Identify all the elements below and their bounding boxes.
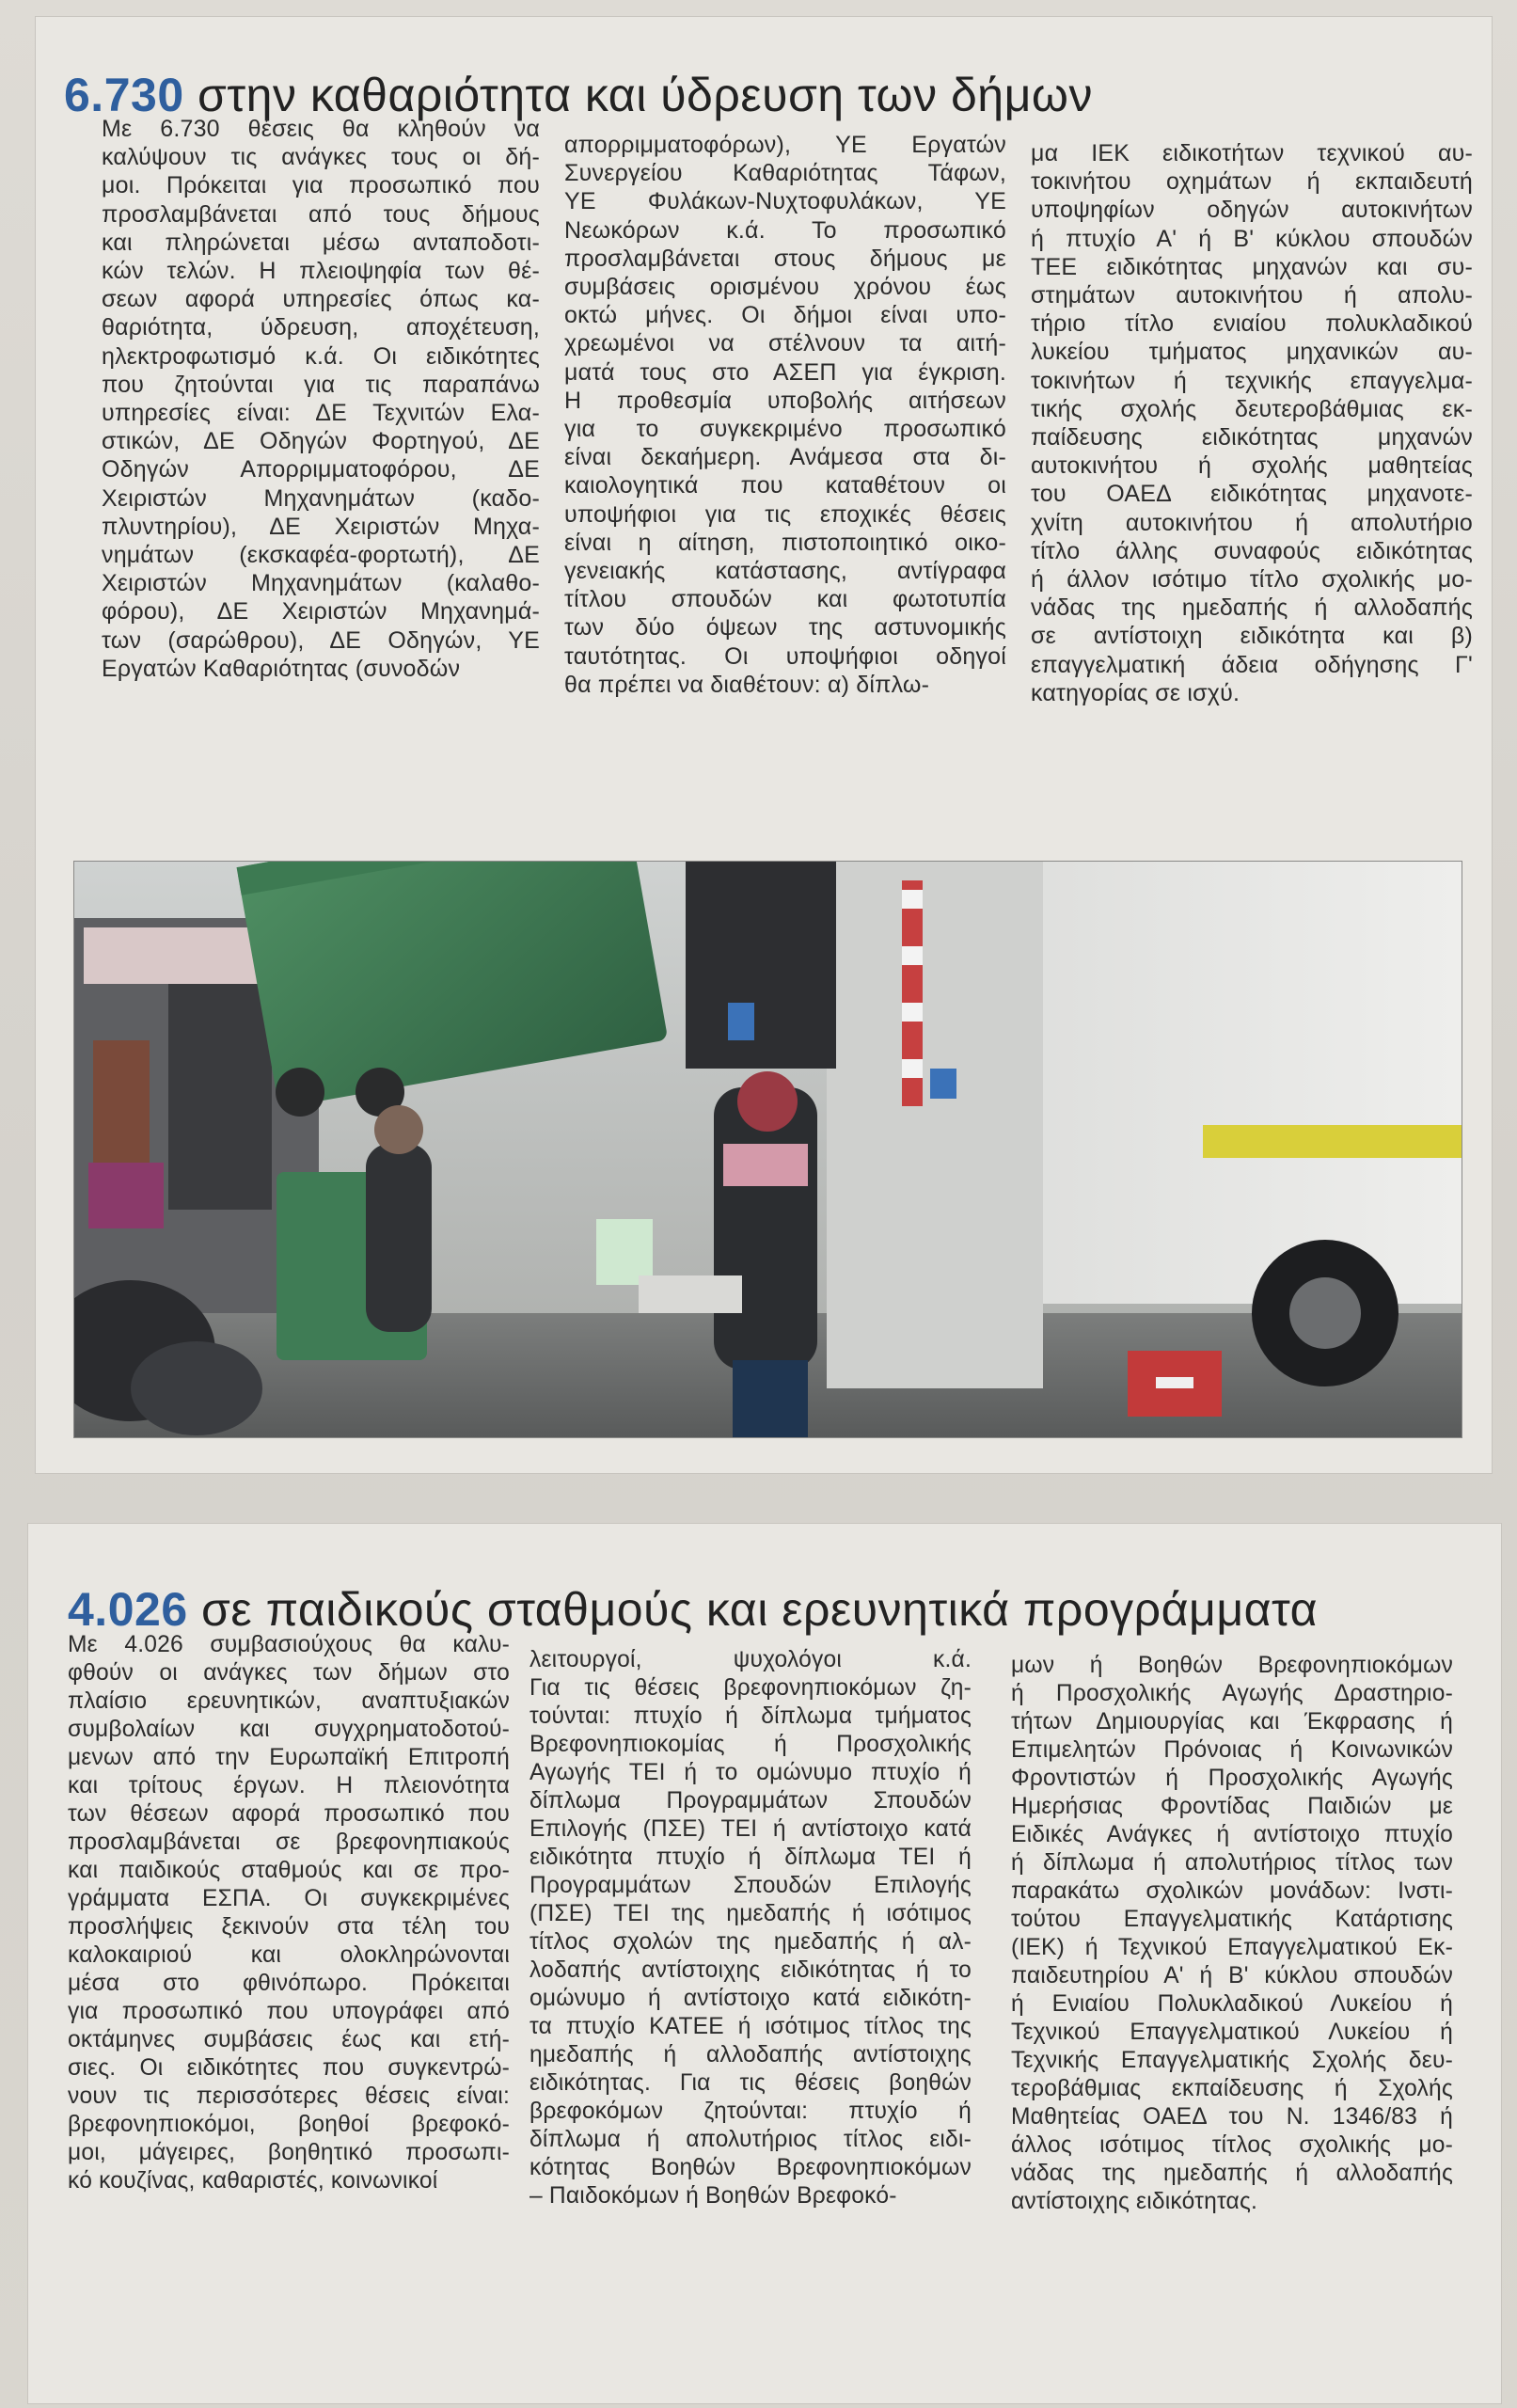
text-line: άλλος ισότιμος τίτλος σχολικής μο-: [1011, 2132, 1453, 2158]
text-line: υποψήφιοι για τις εποχικές θέσεις: [564, 500, 1006, 528]
article-nurseries-headline: [68, 1582, 1318, 1637]
text-line: τα πτυχίο ΚΑΤΕΕ ή ισότιμος τίτλος της: [529, 2014, 972, 2039]
headline-number: 4.026: [68, 1582, 188, 1636]
text-line: Για τις θέσεις βρεφονηπιοκόμων ζη-: [529, 1675, 972, 1701]
text-line: Ημερήσιας Φροντίδας Παιδιών με: [1011, 1794, 1453, 1819]
text-line: τικής σχολής δευτεροβάθμιας εκ-: [1031, 395, 1473, 422]
text-line: ταυτότητας. Οι υποψήφιοι οδηγοί: [564, 642, 1006, 670]
text-line: βρεφονηπιοκόμοι, βοηθοί βρεφοκό-: [68, 2112, 510, 2137]
text-line: καιολογητικά που καταθέτουν οι: [564, 472, 1006, 499]
text-line: δίπλωμα ή απολυτήριος τίτλος ειδι-: [529, 2127, 972, 2152]
text-line: τίτλου σπουδών και φωτοτυπία: [564, 586, 1006, 613]
text-line: Επιλογής (ΠΣΕ) ΤΕΙ ή αντίστοιχο κατά: [529, 1816, 972, 1842]
text-line: υποψηφίων οδηγών αυτοκινήτων: [1031, 197, 1473, 224]
text-line: κότητας Βοηθών Βρεφονηπιοκόμων: [529, 2155, 972, 2180]
text-line: λειτουργοί, ψυχολόγοι κ.ά.: [529, 1647, 972, 1672]
text-line: και παιδικούς σταθμούς και σε προ-: [68, 1858, 510, 1883]
article-nurseries-column-3: [1011, 1652, 1453, 2216]
text-line: ημεδαπής ή αλλοδαπής αντίστοιχης: [529, 2042, 972, 2067]
text-line: των (σαρώθρου), ΔΕ Οδηγών, ΥΕ: [102, 626, 540, 654]
text-line: ή δίπλωμα ή απολυτήριος τίτλος των: [1011, 1850, 1453, 1876]
text-line: γράμματα ΕΣΠΑ. Οι συγκεκριμένες: [68, 1886, 510, 1911]
text-line: προσλήψεις ξεκινούν στα τέλη του: [68, 1914, 510, 1940]
text-line: στικών, ΔΕ Οδηγών Φορτηγού, ΔΕ: [102, 428, 540, 455]
headline-number: 6.730: [64, 68, 184, 121]
text-line: βρεφοκόμων ζητούνται: πτυχίο ή: [529, 2099, 972, 2124]
text-line: Τεχνικής Επαγγελματικής Σχολής δευ-: [1011, 2048, 1453, 2073]
text-line: φθούν οι ανάγκες των δήμων στο: [68, 1660, 510, 1686]
article-nurseries-column-1: [68, 1631, 510, 2195]
text-line: καλοκαιριού και ολοκληρώνονται: [68, 1942, 510, 1968]
text-line: τήριο τίτλο ενιαίου πολυκλαδικού: [1031, 310, 1473, 338]
text-line: μων ή Βοηθών Βρεφονηπιοκόμων: [1011, 1653, 1453, 1678]
text-line: προσλαμβάνεται από τους δήμους: [102, 200, 540, 228]
text-line: Χειριστών Μηχανημάτων (καδο-: [102, 484, 540, 512]
text-line: Τεχνικού Επαγγελματικού Λυκείου ή: [1011, 2020, 1453, 2045]
text-line: Επιμελητών Πρόνοιας ή Κοινωνικών: [1011, 1737, 1453, 1763]
text-line: σεων αφορά υπηρεσίες όπως κα-: [102, 286, 540, 313]
text-line: φόρου), ΔΕ Χειριστών Μηχανημά-: [102, 598, 540, 626]
text-line: Νεωκόρων κ.ά. Το προσωπικό: [564, 216, 1006, 244]
text-line: του ΟΑΕΔ ειδικότητας μηχανοτε-: [1031, 481, 1473, 508]
text-line: συμβολαίων και συγχρηματοδοτού-: [68, 1717, 510, 1742]
headline-text: στην καθαριότητα και ύδρευση των δήμων: [198, 68, 1093, 121]
text-line: θαριότητα, ύδρευση, αποχέτευση,: [102, 314, 540, 341]
text-line: τοκινήτου οχημάτων ή εκπαιδευτή: [1031, 168, 1473, 196]
bleed-through-left: [0, 75, 34, 1486]
garbage-truck-photo: [73, 861, 1462, 1438]
text-line: Αγωγής ΤΕΙ ή το ομώνυμο πτυχίο ή: [529, 1760, 972, 1785]
text-line: Μαθητείας ΟΑΕΔ του Ν. 1346/83 ή: [1011, 2104, 1453, 2130]
text-line: και πληρώνεται μέσω ανταποδοτι-: [102, 229, 540, 256]
text-line: Προγραμμάτων Σπουδών Επιλογής: [529, 1873, 972, 1898]
text-line: παιδευτηρίου Α' ή Β' κύκλου σπουδών: [1011, 1963, 1453, 1988]
text-line: (ΠΣΕ) ΤΕΙ της ημεδαπής ή ισότιμος: [529, 1901, 972, 1926]
text-line: ηλεκτροφωτισμό κ.ά. Οι ειδικότητες: [102, 342, 540, 370]
text-line: τούτου Επαγγελματικής Κατάρτισης: [1011, 1907, 1453, 1932]
text-line: σε αντίστοιχη ειδικότητα και β): [1031, 623, 1473, 650]
text-line: Η προθεσμία υποβολής αιτήσεων: [564, 387, 1006, 414]
text-line: ή πτυχίο Α' ή Β' κύκλου σπουδών: [1031, 225, 1473, 252]
text-line: ομώνυμο ή αντίστοιχο κατά ειδικότη-: [529, 1986, 972, 2011]
article-sanitation-column-3: [1031, 139, 1473, 707]
text-line: πλαίσιο ερευνητικών, αναπτυξιακών: [68, 1688, 510, 1714]
text-line: χρεωμένοι να στέλνουν τα αιτή-: [564, 330, 1006, 357]
text-line: Με 6.730 θέσεις θα κληθούν να: [102, 116, 540, 142]
text-line: απορριμματοφόρων), ΥΕ Εργατών: [564, 132, 1006, 158]
text-line: Οδηγών Απορριμματοφόρου, ΔΕ: [102, 456, 540, 483]
text-line: ειδικότητας. Για τις θέσεις βοηθών: [529, 2070, 972, 2096]
text-line: ματά τους στο ΑΣΕΠ για έγκριση.: [564, 358, 1006, 386]
text-line: είναι δεκαήμερη. Ανάμεσα στα δι-: [564, 444, 1006, 471]
text-line: λυκείου τμήματος μηχανικών αυ-: [1031, 339, 1473, 366]
text-line: νάδας της ημεδαπής ή αλλοδαπής: [1031, 594, 1473, 622]
text-line: χνίτη αυτοκινήτου ή απολυτήριο: [1031, 509, 1473, 536]
text-line: γενειακής κατάστασης, αντίγραφα: [564, 558, 1006, 585]
text-line: τίτλος σχολών της ημεδαπής ή αλ-: [529, 1929, 972, 1955]
text-line: Ειδικές Ανάγκες ή αντίστοιχο πτυχίο: [1011, 1822, 1453, 1847]
headline-text: σε παιδικούς σταθμούς και ερευνητικά προγράμματα: [201, 1582, 1318, 1636]
text-line: ειδικότητα πτυχίο ή δίπλωμα ΤΕΙ ή: [529, 1845, 972, 1870]
text-line: κό κουζίνας, καθαριστές, κοινωνικοί: [68, 2168, 438, 2194]
article-sanitation-headline: [64, 68, 1093, 122]
text-line: νάδας της ημεδαπής ή αλλοδαπής: [1011, 2161, 1453, 2186]
text-line: των θέσεων αφορά προσωπικό που: [68, 1801, 510, 1827]
text-line: – Παιδοκόμων ή Βοηθών Βρεφοκό-: [529, 2183, 897, 2209]
text-line: τούνται: πτυχίο ή δίπλωμα τμήματος: [529, 1703, 972, 1729]
text-line: μέσα στο φθινόπωρο. Πρόκειται: [68, 1971, 510, 1996]
text-line: τίτλο άλλης συναφούς ειδικότητας: [1031, 537, 1473, 564]
text-line: αντίστοιχης ειδικότητας.: [1011, 2189, 1258, 2214]
text-line: συμβάσεις ορισμένου χρόνου έως: [564, 274, 1006, 301]
text-line: Με 4.026 συμβασιούχους θα καλυ-: [68, 1632, 510, 1657]
text-line: είναι η αίτηση, πιστοποιητικό οικο-: [564, 529, 1006, 556]
text-line: Βρεφονηπιοκομίας ή Προσχολικής: [529, 1732, 972, 1757]
text-line: ή Προσχολικής Αγωγής Δραστηριο-: [1011, 1681, 1453, 1706]
text-line: των δύο όψεων της αστυνομικής: [564, 614, 1006, 642]
text-line: προσλαμβάνεται σε βρεφονηπιακούς: [68, 1830, 510, 1855]
text-line: μοι. Πρόκειται για προσωπικό που: [102, 172, 540, 199]
text-line: μα ΙΕΚ ειδικοτήτων τεχνικού αυ-: [1031, 140, 1473, 166]
text-line: Φροντιστών ή Προσχολικής Αγωγής: [1011, 1766, 1453, 1791]
text-line: κατηγορίας σε ισχύ.: [1031, 679, 1240, 706]
text-line: ή άλλον ισότιμο τίτλο σχολικής μο-: [1031, 566, 1473, 594]
text-line: μοι, μάγειρες, βοηθητικό προσωπι-: [68, 2140, 510, 2165]
text-line: στημάτων αυτοκινήτου ή απολυ-: [1031, 282, 1473, 309]
text-line: ή Ενιαίου Πολυκλαδικού Λυκείου ή: [1011, 1991, 1453, 2017]
text-line: νουν τις περισσότερες θέσεις είναι:: [68, 2083, 510, 2109]
text-line: Εργατών Καθαριότητας (συνοδών: [102, 655, 461, 682]
text-line: τεροβάθμιας εκπαίδευσης ή Σχολής: [1011, 2076, 1453, 2101]
text-line: για προσωπικό που υπογράφει από: [68, 1999, 510, 2024]
text-line: επαγγελματική άδεια οδήγησης Γ': [1031, 651, 1473, 678]
article-nurseries-column-2: [529, 1646, 972, 2210]
text-line: υπηρεσίες είναι: ΔΕ Τεχνιτών Ελα-: [102, 400, 540, 427]
text-line: παρακάτω σχολικών μονάδων: Ινστι-: [1011, 1878, 1453, 1904]
text-line: καλύψουν τις ανάγκες τους οι δή-: [102, 144, 540, 171]
text-line: σιες. Οι ειδικότητες που συγκεντρώ-: [68, 2055, 510, 2081]
text-line: Συνεργείου Καθαριότητας Τάφων,: [564, 160, 1006, 187]
text-line: και τρίτους έργων. Η πλειονότητα: [68, 1773, 510, 1798]
text-line: θα πρέπει να διαθέτουν: α) δίπλω-: [564, 671, 930, 698]
text-line: για το συγκεκριμένο προσωπικό: [564, 416, 1006, 443]
text-line: δίπλωμα Προγραμμάτων Σπουδών: [529, 1788, 972, 1814]
text-line: που ζητούνται για τις παραπάνω: [102, 371, 540, 398]
text-line: τοκινήτων ή τεχνικής επαγγελμα-: [1031, 367, 1473, 394]
article-sanitation-column-2: [564, 131, 1006, 699]
text-line: (ΙΕΚ) ή Τεχνικού Επαγγελματικού Εκ-: [1011, 1935, 1453, 1960]
text-line: οκτώ μήνες. Οι δήμοι είναι υπο-: [564, 302, 1006, 329]
text-line: μενων από την Ευρωπαϊκή Επιτροπή: [68, 1745, 510, 1770]
text-line: κών τελών. Η πλειοψηφία των θέ-: [102, 258, 540, 285]
text-line: παίδευσης ειδικότητας μηχανών: [1031, 424, 1473, 452]
text-line: προσλαμβάνεται στους δήμους με: [564, 245, 1006, 272]
text-line: νημάτων (εκσκαφέα-φορτωτή), ΔΕ: [102, 542, 540, 569]
article-sanitation-column-1: [102, 115, 540, 683]
text-line: οκτάμηνες συμβάσεις έως και ετή-: [68, 2027, 510, 2052]
text-line: ΥΕ Φυλάκων-Νυχτοφυλάκων, ΥΕ: [564, 188, 1006, 215]
text-line: τήτων Δημιουργίας και Έκφρασης ή: [1011, 1709, 1453, 1735]
text-line: λοδαπής αντίστοιχης ειδικότητας ή το: [529, 1957, 972, 1983]
text-line: ΤΕΕ ειδικότητας μηχανών και συ-: [1031, 253, 1473, 280]
text-line: Χειριστών Μηχανημάτων (καλαθο-: [102, 570, 540, 597]
text-line: αυτοκινήτου ή σχολής μαθητείας: [1031, 452, 1473, 480]
text-line: πλυντηρίου), ΔΕ Χειριστών Μηχα-: [102, 513, 540, 540]
